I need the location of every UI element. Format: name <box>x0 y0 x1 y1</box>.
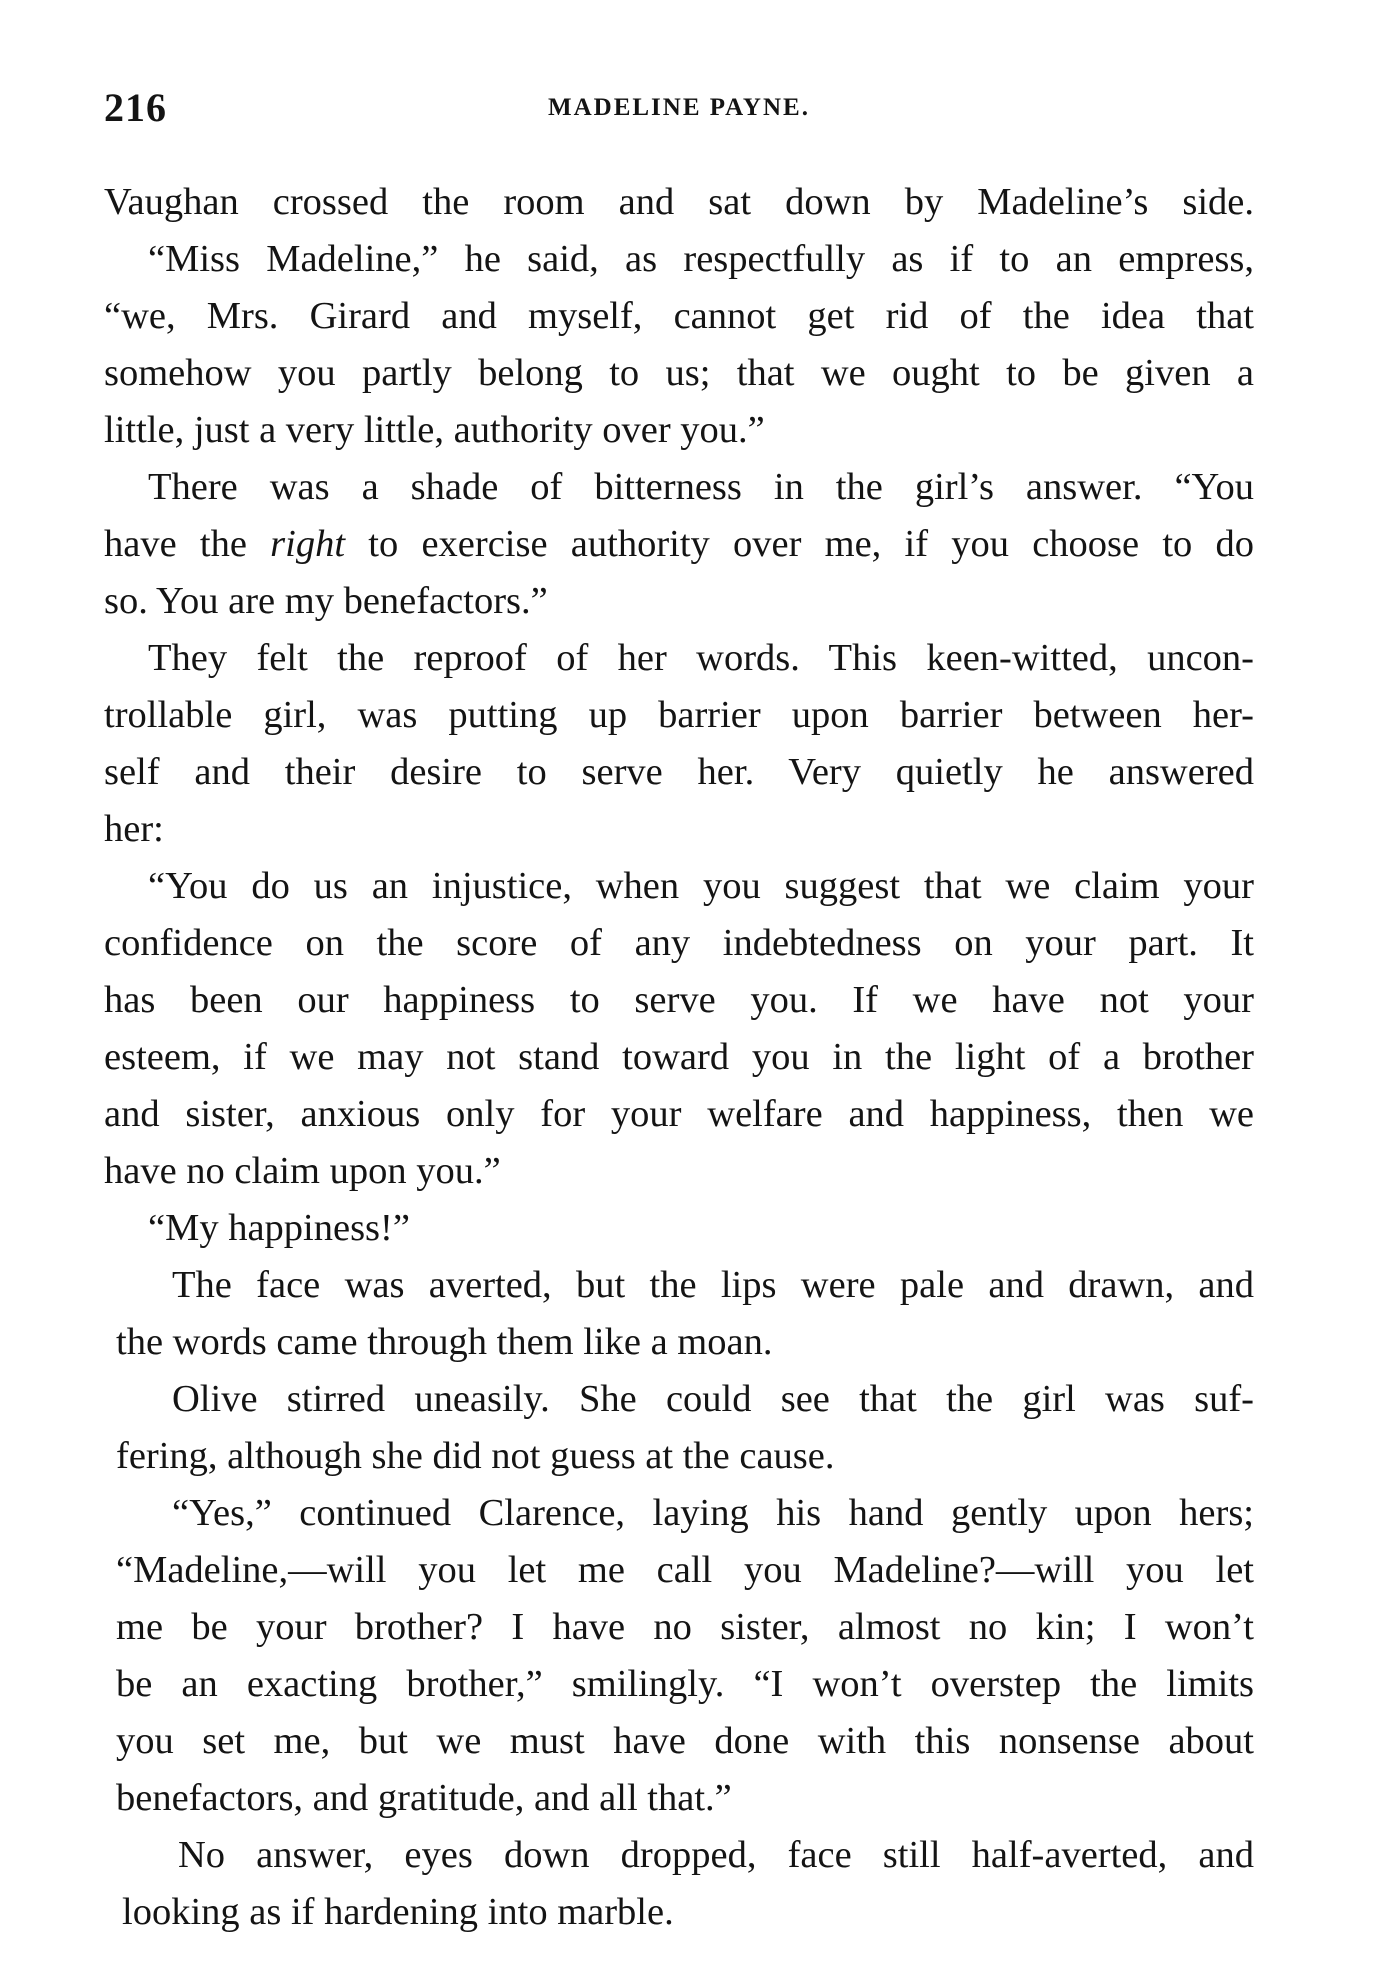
text-line: confidence on the score of any indebtedness on your part. It <box>104 922 1254 964</box>
text-line: “You do us an injustice, when you suggest that we claim your <box>148 865 1254 907</box>
text-line: No answer, eyes down dropped, face still half-averted, and <box>178 1834 1254 1876</box>
text-line: the words came through them like a moan. <box>116 1321 773 1363</box>
emphasized-word: right <box>270 523 346 565</box>
running-head: MADELINE PAYNE. <box>548 94 810 121</box>
text-line: “Miss Madeline,” he said, as respectfully as if to an empress, <box>148 238 1254 280</box>
body-text <box>104 174 1254 1941</box>
text-line: benefactors, and gratitude, and all that.” <box>116 1777 732 1819</box>
page-header <box>104 84 1254 134</box>
text-line: The face was averted, but the lips were pale and drawn, and <box>172 1264 1254 1306</box>
text-line: be an exacting brother,” smilingly. “I won’t overstep the limits <box>116 1663 1254 1705</box>
text-line: “Madeline,—will you let me call you Madeline?—will you let <box>116 1549 1254 1591</box>
text-line: “Yes,” continued Clarence, laying his hand gently upon hers; <box>172 1492 1254 1534</box>
text-line-prefix: have the <box>104 523 247 565</box>
text-line: has been our happiness to serve you. If we have not your <box>104 979 1254 1021</box>
text-line: self and their desire to serve her. Very quietly he answered <box>104 751 1254 793</box>
text-line: little, just a very little, authority over you.” <box>104 409 765 451</box>
text-line: her: <box>104 808 164 850</box>
page-number: 216 <box>104 85 167 130</box>
text-line: somehow you partly belong to us; that we ought to be given a <box>104 352 1254 394</box>
text-line: trollable girl, was putting up barrier upon barrier between her- <box>104 694 1254 736</box>
text-line: There was a shade of bitterness in the girl’s answer. “You <box>148 466 1254 508</box>
text-line: Olive stirred uneasily. She could see that the girl was suf- <box>172 1378 1254 1420</box>
text-line: Vaughan crossed the room and sat down by Madeline’s side. <box>104 181 1254 223</box>
text-line: “we, Mrs. Girard and myself, cannot get rid of the idea that <box>104 295 1254 337</box>
text-line <box>104 516 1254 573</box>
text-line-rest: to exercise authority over me, if you choose to do <box>368 523 1255 565</box>
text-line: “My happiness!” <box>148 1207 410 1249</box>
text-line: me be your brother? I have no sister, almost no kin; I won’t <box>116 1606 1254 1648</box>
text-line: you set me, but we must have done with this nonsense about <box>116 1720 1254 1762</box>
text-line: and sister, anxious only for your welfare and happiness, then we <box>104 1093 1254 1135</box>
text-line: They felt the reproof of her words. This keen-witted, uncon- <box>148 637 1254 679</box>
text-line: fering, although she did not guess at the cause. <box>116 1435 835 1477</box>
text-line: looking as if hardening into marble. <box>122 1891 674 1933</box>
text-line: esteem, if we may not stand toward you in the light of a brother <box>104 1036 1254 1078</box>
text-line: so. You are my benefactors.” <box>104 580 548 622</box>
text-line: have no claim upon you.” <box>104 1150 501 1192</box>
